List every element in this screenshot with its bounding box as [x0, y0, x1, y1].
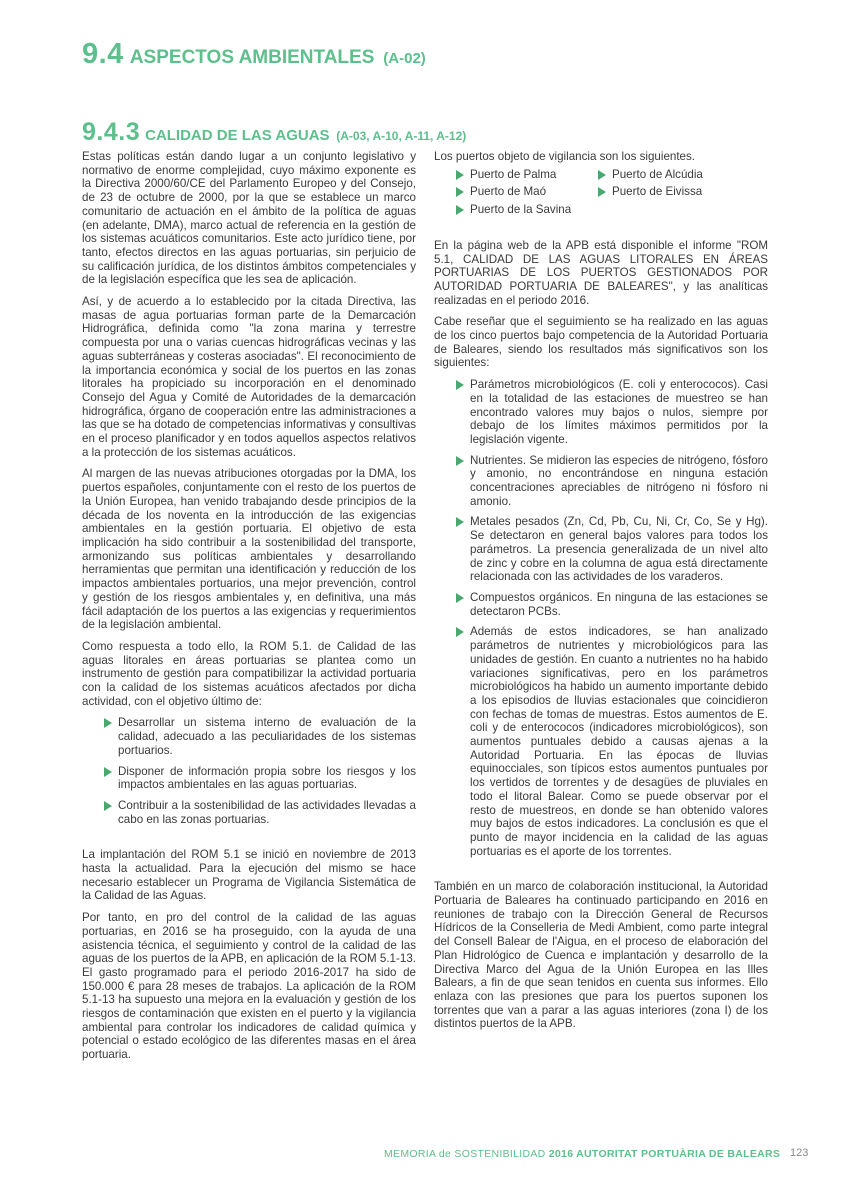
spacer: [434, 225, 768, 239]
paragraph: Cabe reseñar que el seguimiento se ha realizado en las aguas de los cinco puertos bajo competencia de la Autoridad Portuaria de Baleares, siendo los resultados más significativos son los siguientes:: [434, 315, 768, 370]
spacer: [434, 866, 768, 880]
spacer: [82, 834, 416, 848]
list-item: Disponer de información propia sobre los riesgos y los impactos ambientales en las aguas portuarias.: [102, 765, 416, 792]
footer-organization: 2016 AUTORITAT PORTUÀRIA DE BALEARS: [548, 1148, 781, 1160]
footer: [384, 1148, 780, 1160]
left-column: [82, 150, 416, 1070]
list-item: Desarrollar un sistema interno de evaluación de la calidad, adecuado a las peculiaridades de los sistemas portuarios.: [102, 716, 416, 757]
paragraph: Por tanto, en pro del control de la calidad de las aguas portuarias, en 2016 se ha proseguido, con la ayuda de una asistencia técnica, el seguimiento y control de la calidad de las aguas de los puertos de la APB, en aplicación de la ROM 5.1-13. El gasto programado para el periodo 2016-2017 ha sido de 150.000 € para 28 meses de trabajos. La aplicación de la ROM 5.1-13 ha supuesto una mejora en la evaluación y gestión de los riesgos de contaminación que existen en el puerto y la vigilancia ambiental para controlar los indicadores de calidad química y potencial o estado ecológico de las diferentes masas en el área portuaria.: [82, 911, 416, 1062]
subsection-heading: [82, 118, 466, 147]
list-item: Parámetros microbiológicos (E. coli y enterococos). Casi en la totalidad de las estaciones de muestreo se han encontrado valores muy bajos o nulos, siempre por debajo de los límites máximos permitidos por la legislación vigente.: [454, 378, 768, 447]
list-item: Compuestos orgánicos. En ninguna de las estaciones se detectaron PCBs.: [454, 591, 768, 618]
port-item: Puerto de Palma: [454, 168, 596, 182]
subsection-number: 9.4.3: [82, 118, 141, 146]
port-item: Puerto de Alcúdia: [596, 168, 726, 182]
right-column: [434, 150, 768, 1039]
paragraph: Como respuesta a todo ello, la ROM 5.1. de Calidad de las aguas litorales en áreas portuarias se plantea como un instrumento de gestión para compatibilizar la actividad portuaria con la calidad de los sistemas acuáticos afectados por dicha actividad, con el objetivo último de:: [82, 639, 416, 708]
section-code: (A-02): [383, 50, 426, 67]
list-item: Nutrientes. Se midieron las especies de nitrógeno, fósforo y amonio, no encontrándose en ninguna estación concentraciones apreciables de nitrógeno ni fósforo ni amonio.: [454, 454, 768, 509]
list-item: Metales pesados (Zn, Cd, Pb, Cu, Ni, Cr, Co, Se y Hg). Se detectaron en general bajos valores para todos los parámetros. La presencia generalizada de un nivel alto de zinc y cobre en la columna de agua está directamente relacionada con las actividades de los varaderos.: [454, 515, 768, 584]
results-list: [454, 378, 768, 858]
section-number: 9.4: [82, 38, 124, 70]
port-item: Puerto de la Savina: [454, 203, 596, 217]
footer-sostenibilidad: SOSTENIBILIDAD: [454, 1148, 546, 1160]
page-number: 123: [790, 1147, 809, 1159]
paragraph: La implantación del ROM 5.1 se inició en noviembre de 2013 hasta la actualidad. Para la ejecución del mismo se hace necesario establecer un Programa de Vigilancia Sistemática de la Calidad de las Aguas.: [82, 848, 416, 903]
paragraph: Los puertos objeto de vigilancia son los siguientes.: [434, 150, 696, 163]
paragraph: Al margen de las nuevas atribuciones otorgadas por la DMA, los puertos españoles, conjuntamente con el resto de los puertos de la Unión Europea, han venido trabajando desde principios de la década de los noventa en la introducción de las exigencias ambientales en la gestión portuaria. El objetivo de esta implicación ha sido contribuir a la sostenibilidad del transporte, armonizando sus políticas ambientales y desarrollando herramientas que permitan una identificación y reducción de los impactos ambientales portuarios, una mejor prevención, control y gestión de los riesgos ambientales y, en definitiva, una más fácil adaptación de los puertos a las exigencias y requerimientos de la legislación ambiental.: [82, 467, 416, 632]
footer-memoria: MEMORIA: [384, 1148, 436, 1160]
list-item: Contribuir a la sostenibilidad de las actividades llevadas a cabo en las zonas portuarias.: [102, 799, 416, 826]
section-title: ASPECTOS AMBIENTALES: [129, 47, 375, 68]
objectives-list: [102, 716, 416, 826]
paragraph: Así, y de acuerdo a lo establecido por la citada Directiva, las masas de agua portuarias forman parte de la Demarcación Hidrográfica, definida como "la zona marina y terrestre compuesta por una o varias cuencas hidrográficas vecinas y las aguas subterráneas y costeras asociadas". El reconocimiento de la importancia económica y social de los puertos en las zonas litorales ha propiciado su incorporación en el denominado Consejo del Agua y Comité de Autoridades de la demarcación hidrográfica, órgano de cooperación entre las administraciones a las que se ha dotado de competencias informativas y consultivas en el proceso planificador y en todos aquellos aspectos relativos a la protección de los sistemas acuáticos.: [82, 295, 416, 459]
ports-list: [454, 168, 768, 217]
paragraph: También en un marco de colaboración institucional, la Autoridad Portuaria de Baleares ha continuado participando en 2016 en reuniones de trabajo con la Dirección General de Recursos Hídricos de la Conselleria de Medi Ambient, como parte integral del Consell Balear de l'Aigua, en el proceso de elaboración del Plan Hidrológico de Cuenca e implantación y desarrollo de la Directiva Marco del Agua de la Unión Europea en las Illes Balears, a fin de que sean tenidos en cuenta sus informes. Ello enlaza con las presiones que para los puertos suponen los torrentes que van a parar a las aguas interiores (zona I) de los distintos puertos de la APB.: [434, 880, 768, 1031]
port-item: Puerto de Maó: [454, 185, 596, 199]
paragraph: Estas políticas están dando lugar a un conjunto legislativo y normativo de enorme complejidad, cuyo máximo exponente es la Directiva 2000/60/CE del Parlamento Europeo y del Consejo, de 23 de octubre de 2000, por la que se establece un marco comunitario de actuación en el ámbito de la política de aguas (en adelante, DMA), marco actual de referencia en la gestión de los sistemas acuáticos comunitarios. Este acto jurídico tiene, por tanto, efectos directos en las aguas portuarias, sin perjuicio de su calificación jurídica, de los distintos ámbitos competenciales y de la legislación específica que les sea de aplicación.: [82, 150, 416, 287]
paragraph: En la página web de la APB está disponible el informe "ROM 5.1, CALIDAD DE LAS AGUAS LITORALES EN ÁREAS PORTUARIAS DE LOS PUERTOS GESTIONADOS POR AUTORIDAD PORTUARIA DE BALEARES", y las analíticas realizadas en el periodo 2016.: [434, 238, 768, 307]
list-item: Además de estos indicadores, se han analizado parámetros de nutrientes y microbiológicos para las unidades de gestión. En cuanto a nutrientes no ha habido variaciones significativas, pero en los parámetros microbiológicos ha habido un aumento importante debido a los episodios de lluvias estacionales que coincidieron con fechas de tomas de muestras. Estos aumentos de E. coli y de enterococos (indicadores microbiológicos), son aumentos puntuales debido a causas ajenas a la Autoridad Portuaria. En las épocas de lluvias equinocciales, son típicos estos aumentos puntuales por los vertidos de torrentes y de desagües de pluviales en todo el litoral Balear. Como se puede observar por el resto de muestreos, en donde se han obtenido valores muy bajos de estos indicadores. La conclusión es que el punto de mayor incidencia en la calidad de las aguas portuarias es el aporte de los torrentes.: [454, 625, 768, 858]
port-item: Puerto de Eivissa: [596, 185, 726, 199]
footer-de: de: [438, 1148, 452, 1160]
subsection-code: (A-03, A-10, A-11, A-12): [336, 129, 467, 143]
section-heading: [82, 34, 426, 71]
subsection-title: CALIDAD DE LAS AGUAS: [145, 127, 330, 144]
